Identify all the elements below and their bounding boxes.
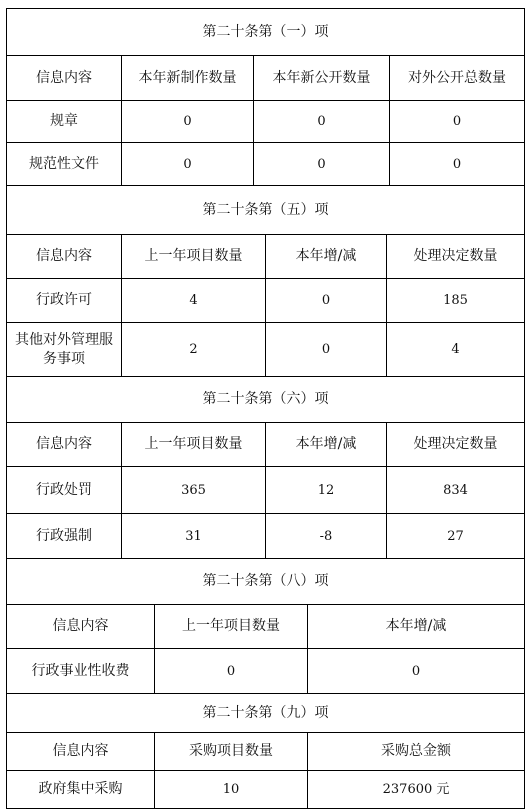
disclosure-table [6,8,524,809]
header-decision-count: 处理决定数量 [387,235,525,279]
cell-value: 0 [254,143,390,186]
header-decision-count: 处理决定数量 [387,423,525,467]
row-label: 行政强制 [7,514,122,559]
header-info-content: 信息内容 [7,235,122,279]
section-article20-item5 [6,185,525,377]
table-row [7,143,525,186]
header-change: 本年增/减 [266,423,387,467]
cell-value: 834 [387,467,525,514]
cell-value: 0 [155,649,308,694]
header-info-content: 信息内容 [7,423,122,467]
row-label: 行政许可 [7,279,122,323]
cell-value: 10 [155,771,308,809]
cell-value: 31 [122,514,266,559]
cell-value: 0 [390,101,525,143]
table-row [7,649,525,694]
row-label: 行政事业性收费 [7,649,155,694]
header-purchase-amount: 采购总金额 [308,733,525,771]
row-label: 规章 [7,101,122,143]
header-purchase-count: 采购项目数量 [155,733,308,771]
cell-value: 27 [387,514,525,559]
header-change: 本年增/减 [266,235,387,279]
section-title: 第二十条第（八）项 [7,559,525,605]
cell-value: 4 [122,279,266,323]
cell-value: 0 [266,279,387,323]
cell-value: 0 [254,101,390,143]
cell-value: 2 [122,323,266,377]
section-article20-item6 [6,376,525,559]
table-row [7,279,525,323]
cell-value: 237600 元 [308,771,525,809]
header-info-content: 信息内容 [7,733,155,771]
cell-value: 0 [390,143,525,186]
header-info-content: 信息内容 [7,56,122,101]
cell-value: 0 [122,101,254,143]
section-title: 第二十条第（一）项 [7,9,525,56]
header-total-published: 对外公开总数量 [390,56,525,101]
cell-value: 12 [266,467,387,514]
table-row [7,771,525,809]
header-prev-year-count: 上一年项目数量 [122,235,266,279]
row-label: 政府集中采购 [7,771,155,809]
header-change: 本年增/减 [308,605,525,649]
row-label: 行政处罚 [7,467,122,514]
section-title: 第二十条第（五）项 [7,186,525,235]
section-article20-item9 [6,693,525,809]
header-new-created: 本年新制作数量 [122,56,254,101]
section-title: 第二十条第（九）项 [7,694,525,733]
table-row [7,514,525,559]
table-row [7,101,525,143]
cell-value: 0 [266,323,387,377]
header-new-published: 本年新公开数量 [254,56,390,101]
cell-value: 365 [122,467,266,514]
header-prev-year-count: 上一年项目数量 [155,605,308,649]
table-row [7,323,525,377]
section-article20-item8 [6,558,525,694]
header-prev-year-count: 上一年项目数量 [122,423,266,467]
section-title: 第二十条第（六）项 [7,377,525,423]
cell-value: -8 [266,514,387,559]
header-info-content: 信息内容 [7,605,155,649]
row-label: 规范性文件 [7,143,122,186]
cell-value: 0 [122,143,254,186]
table-row [7,467,525,514]
row-label: 其他对外管理服务事项 [7,323,122,377]
cell-value: 185 [387,279,525,323]
cell-value: 4 [387,323,525,377]
section-article20-item1 [6,8,525,186]
cell-value: 0 [308,649,525,694]
